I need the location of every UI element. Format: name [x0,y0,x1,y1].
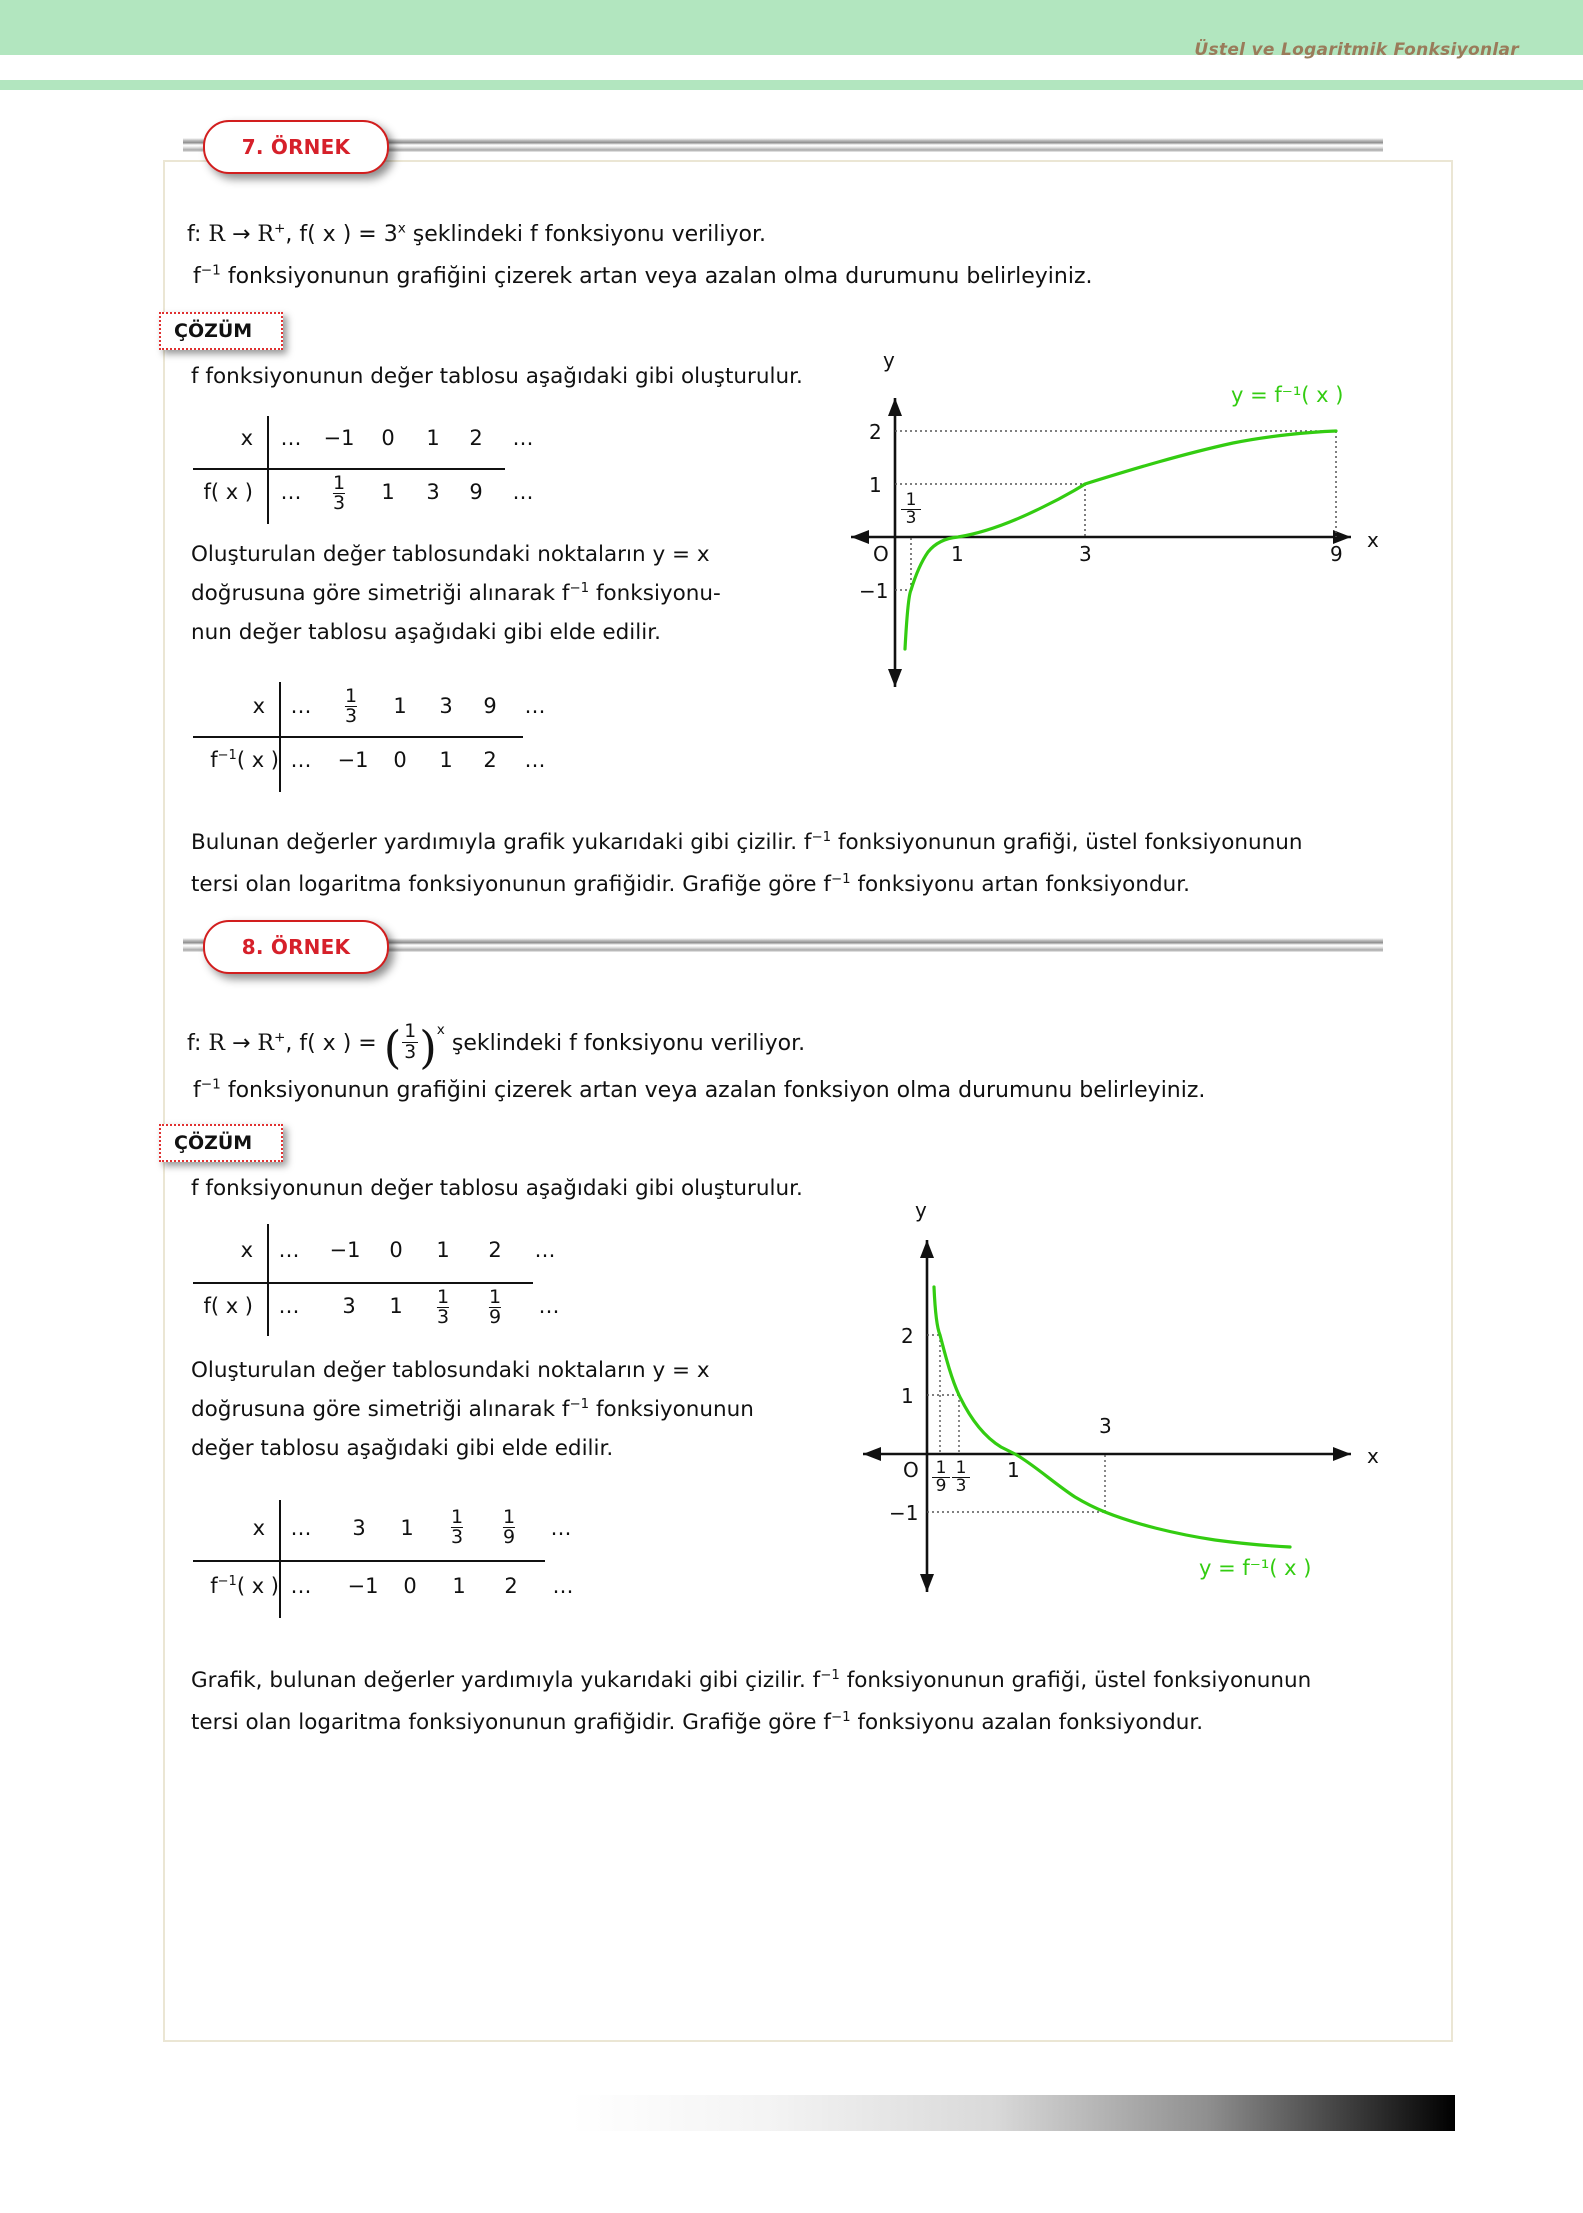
x-tick-oneninth [932,1460,950,1495]
header-green-rule [0,80,1583,90]
x-tick-9: 9 [1330,542,1343,566]
example-8-intro-text: f fonksiyonunun değer tablosu aşağıdaki gibi oluşturulur. [191,1176,803,1201]
table-cell: −1 [323,426,355,450]
table-cell-fraction [451,1508,463,1547]
statement2-tail: fonksiyonunun grafiğini çizerek artan veya azalan olma durumunu belirleyiniz. [220,264,1093,289]
example-8-badge[interactable] [203,920,389,974]
statement-mid: , f [285,1030,308,1056]
fraction-numerator: 1 [905,490,917,510]
origin-label: O [903,1458,919,1482]
example-8-badge-label: 8. ÖRNEK [241,935,351,959]
example-8-mid-line-2 [191,1397,754,1422]
plus-superscript: + [273,1029,286,1046]
fraction-numerator: 1 [436,1286,450,1308]
concl-text-a: Grafik, bulunan değerler yardımıyla yukarıdaki gibi çizilir. f [191,1668,821,1693]
fraction-denominator: 3 [344,705,358,727]
fraction-denominator: 3 [450,1526,464,1548]
finv-exponent: −1 [217,748,237,763]
table-cell: 2 [469,426,483,450]
log-curve-decreasing [934,1287,1290,1547]
finv-base: f [193,1078,201,1103]
table-cell: … [534,1238,556,1262]
chapter-title: Üstel ve Logaritmik Fonksiyonlar [1194,40,1519,60]
y-tick-minus1: −1 [859,579,889,603]
fraction-numerator: 1 [935,1458,947,1478]
example-8-solution-badge[interactable] [159,1124,283,1162]
finv-base: f [210,748,218,772]
x-axis-label: x [1367,1444,1379,1468]
example-8-table-f [193,1224,643,1336]
example-8-mid-line-1: Oluşturulan değer tablosundaki noktaların y = x [191,1358,710,1383]
example-7-solution-badge[interactable] [159,312,283,350]
table-cell: … [290,748,312,772]
graph-8-svg [855,1192,1385,1602]
table-horizontal-rule [193,1560,545,1562]
y-tick-2: 2 [869,420,882,444]
solution-label: ÇÖZÜM [174,1132,253,1154]
x-axis-label: x [1367,528,1379,552]
example-7-statement-line-2 [193,264,1093,289]
example-7-mid-line-2 [191,581,721,606]
concl-text-a: Bulunan değerler yardımıyla grafik yukarıdaki gibi çizilir. f [191,830,812,855]
example-8-statement-line-1: f: R → R+, f( x ) = ( $\frac{1}{3}$ )$^x$ şeklindeki f fonksiyonu veriliyor. [187,1021,806,1075]
solution-label: ÇÖZÜM [174,320,253,342]
curve-label: y = f⁻¹( x ) [1199,1556,1312,1580]
table-row-label-finv [167,1574,279,1598]
fraction-numerator: 1 [450,1506,464,1528]
concl-text-c: fonksiyonunun grafiği, üstel fonksiyonunun [831,830,1303,855]
example-7-conclusion-line-2 [191,872,1190,897]
example-7-intro-text: f fonksiyonunun değer tablosu aşağıdaki gibi oluşturulur. [191,364,803,389]
finv-arg: ( x ) [236,1574,279,1598]
fraction-denominator: 3 [901,509,921,527]
table-cell: 9 [483,694,497,718]
table-row-label-x: x [240,1238,253,1262]
table-row-label-finv [167,748,279,772]
fraction-denominator: 3 [436,1306,450,1328]
mid-text-a: doğrusuna göre simetriği alınarak f [191,1397,570,1422]
table-cell-fraction [345,687,357,726]
domain-symbol: R [208,1030,225,1056]
table-horizontal-rule [193,1282,533,1284]
example-7-mid-line-3: nun değer tablosu aşağıdaki gibi elde edilir. [191,620,661,645]
statement-tail: şeklindeki f fonksiyonu veriliyor. [444,1030,806,1056]
x-tick-onethird [952,1460,970,1495]
y-axis-arrow-down [888,669,902,687]
table-cell-fraction [333,474,345,513]
y-tick-2: 2 [901,1324,914,1348]
plus-superscript: + [273,220,286,237]
fraction-denominator: 9 [932,1477,950,1495]
graph-7-svg [843,362,1403,692]
table-cell-fraction [437,1288,449,1327]
equals-three: = 3 [351,222,398,247]
table-cell: 2 [488,1238,502,1262]
mid-text-a: doğrusuna göre simetriği alınarak f [191,581,570,606]
y-axis-arrow-up [888,398,902,416]
table-cell: 0 [389,1238,403,1262]
arrow-symbol: → [224,222,258,247]
y-axis-arrow-up [920,1240,934,1258]
table-cell: 1 [426,426,440,450]
table-cell: −1 [337,748,369,772]
mid-text-c: fonksiyonu- [589,581,721,606]
table-cell: 1 [452,1574,466,1598]
table-cell: 0 [393,748,407,772]
finv-base: f [193,264,201,289]
fn-prefix: f: [187,222,209,247]
example-8-mid-line-3: değer tablosu aşağıdaki gibi elde edilir. [191,1436,614,1461]
fraction-denominator: 3 [332,492,346,514]
table-cell: … [552,1574,574,1598]
example-7-graph [843,348,1403,692]
table-cell: 1 [436,1238,450,1262]
table-cell: 3 [342,1294,356,1318]
table-cell: … [278,1294,300,1318]
table-row-label-x: x [252,694,265,718]
table-cell: 0 [403,1574,417,1598]
finv-exponent: −1 [217,1574,237,1589]
exponent-x: x [436,1022,445,1039]
fraction-numerator: 1 [404,1021,417,1042]
y-axis-label: y [883,348,895,372]
table-row-label-x: x [252,1516,265,1540]
origin-label: O [873,542,889,566]
page-number: 25 [1532,2101,1565,2127]
exponent-x: x [397,220,406,237]
table-cell: 2 [504,1574,518,1598]
concl-text-c: fonksiyonunun grafiği, üstel fonksiyonunun [839,1668,1312,1693]
table-cell: 1 [439,748,453,772]
x-axis-arrow-left [851,530,869,544]
example-8-conclusion-line-2 [191,1710,1203,1735]
table-cell: 1 [400,1516,414,1540]
table-horizontal-rule [193,468,505,470]
table-cell: −1 [329,1238,361,1262]
table-cell: … [550,1516,572,1540]
mid-exponent: −1 [569,1396,590,1412]
x-tick-onethird [901,492,921,527]
table-cell: … [290,1516,312,1540]
concl-text-c: fonksiyonu azalan fonksiyondur. [850,1710,1204,1735]
table-cell: … [290,1574,312,1598]
fraction-denominator: 9 [502,1526,516,1548]
y-tick-1: 1 [901,1384,914,1408]
fx-notation: ( x ) [307,222,352,247]
table-cell: … [524,694,546,718]
fraction-numerator: 1 [332,472,346,494]
mid-exponent: −1 [569,580,590,596]
x-tick-1: 1 [1007,1458,1020,1482]
example-7-badge-label: 7. ÖRNEK [241,135,351,159]
example-8-table-finv [193,1500,663,1618]
fraction-denominator: 3 [404,1041,417,1063]
mid-text-c: fonksiyonunun [589,1397,754,1422]
concl-exponent: −1 [820,1667,840,1683]
concl-exponent: −1 [830,1709,851,1725]
table-cell: … [512,426,534,450]
fraction-numerator: 1 [488,1286,502,1308]
example-8-statement-line-2 [193,1078,1205,1103]
example-8-header [161,920,1391,974]
example-7-mid-line-1: Oluşturulan değer tablosundaki noktaların y = x [191,542,710,567]
table-cell: … [512,480,534,504]
example-8-graph [855,1192,1385,1602]
fraction-denominator: 3 [952,1477,970,1495]
fx-notation: ( x ) [307,1030,352,1056]
table-cell: 1 [381,480,395,504]
table-vertical-rule [267,1224,269,1336]
fraction-one-third [402,1022,418,1062]
page-content-frame [163,135,1453,2042]
x-tick-3: 3 [1099,1414,1112,1438]
table-cell: 3 [352,1516,366,1540]
x-axis-arrow-left [863,1447,881,1461]
finv-arg: ( x ) [236,748,279,772]
concl-text-c: fonksiyonu artan fonksiyondur. [850,872,1190,897]
table-cell-fraction [489,1288,501,1327]
finv-base: f [210,1574,218,1598]
statement-tail: şeklindeki f fonksiyonu veriliyor. [405,222,767,247]
table-cell: … [524,748,546,772]
fraction-numerator: 1 [344,685,358,707]
table-cell: 3 [426,480,440,504]
table-cell: … [278,1238,300,1262]
codomain-symbol: R [257,222,274,247]
concl-exponent: −1 [830,871,851,887]
y-tick-minus1: −1 [889,1501,919,1525]
concl-text-a: tersi olan logaritma fonksiyonunun grafiğidir. Grafiğe göre f [191,872,831,897]
table-cell: −1 [347,1574,379,1598]
table-cell: 2 [483,748,497,772]
fn-prefix: f: [187,1030,209,1056]
finv-exponent: −1 [200,262,221,279]
table-row-label-fx: f( x ) [203,480,253,504]
y-axis-arrow-down [920,1574,934,1592]
arrow-symbol: → [224,1030,258,1056]
x-tick-1: 1 [951,542,964,566]
fraction-numerator: 1 [955,1458,967,1478]
concl-exponent: −1 [811,829,832,845]
y-tick-1: 1 [869,473,882,497]
fraction-numerator: 1 [502,1506,516,1528]
example-7-badge[interactable] [203,120,389,174]
x-axis-arrow-right [1333,1447,1351,1461]
footer-gradient-bar [571,2095,1455,2131]
statement2-tail: fonksiyonunun grafiğini çizerek artan veya azalan fonksiyon olma durumunu belirleyiniz. [220,1078,1206,1103]
table-row-label-fx: f( x ) [203,1294,253,1318]
x-tick-3: 3 [1079,542,1092,566]
table-cell: 1 [393,694,407,718]
codomain-symbol: R [257,1030,274,1056]
table-cell: … [290,694,312,718]
table-cell: … [280,480,302,504]
curve-label: y = f⁻¹( x ) [1231,383,1344,407]
finv-exponent: −1 [200,1076,221,1093]
table-cell-fraction [503,1508,515,1547]
table-cell: 1 [389,1294,403,1318]
table-cell: … [280,426,302,450]
domain-symbol: R [208,222,225,247]
example-7-header [161,120,1391,174]
table-cell: 9 [469,480,483,504]
example-7-table-f [193,416,613,524]
concl-text-a: tersi olan logaritma fonksiyonunun grafiğidir. Grafiğe göre f [191,1710,831,1735]
example-7-statement-line-1 [187,222,766,247]
table-horizontal-rule [193,736,523,738]
table-cell: 3 [439,694,453,718]
log-curve [905,431,1336,649]
example-7-conclusion-line-1 [191,830,1303,855]
fraction-denominator: 9 [488,1306,502,1328]
table-vertical-rule [279,1500,281,1618]
equals-sign: = [351,1030,384,1056]
statement-mid: , f [285,222,308,247]
table-vertical-rule [267,416,269,524]
table-cell: 0 [381,426,395,450]
table-cell: … [538,1294,560,1318]
example-7-table-finv [193,682,633,792]
y-axis-label: y [915,1198,927,1222]
table-row-label-x: x [240,426,253,450]
example-8-conclusion-line-1 [191,1668,1311,1693]
